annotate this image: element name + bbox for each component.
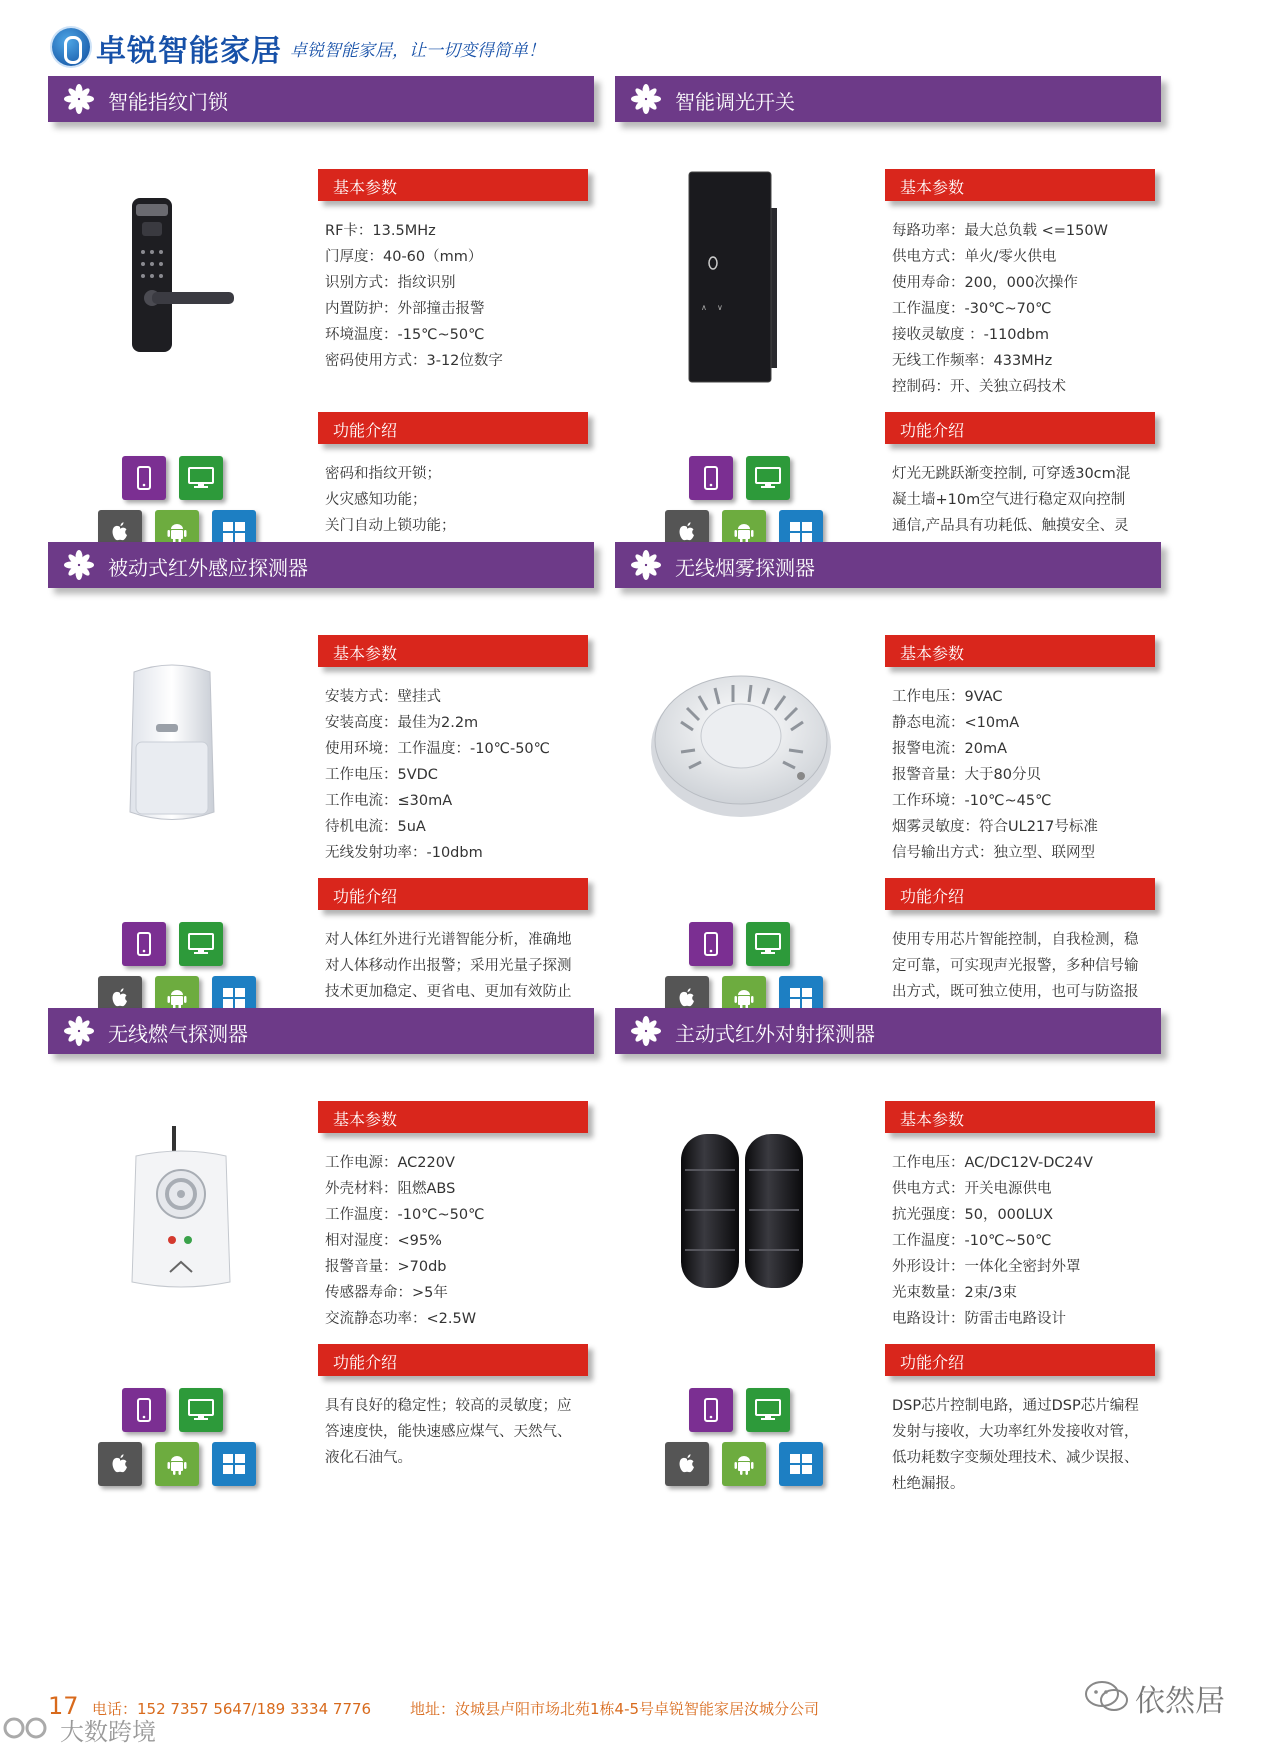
- features-text: DSP芯片控制电路，通过DSP芯片编程 发射与接收，大功率红外发接收对管， 低功耗数字变频处理技术、减少误报、 杜绝漏报。: [892, 1398, 1139, 1492]
- footer-phone: 电话：152 7357 5647/189 3334 7776: [92, 1700, 372, 1718]
- platform-icons: [98, 1388, 268, 1498]
- params-list: [325, 218, 503, 374]
- product-section-pir-detector: [48, 542, 588, 1082]
- param-item: 供电方式：开关电源供电: [892, 1181, 1052, 1197]
- param-item: 静态电流：<10mA: [892, 715, 1020, 731]
- param-item: 外形设计：一体化全密封外罩: [892, 1259, 1081, 1275]
- param-item: 无线工作频率：433MHz: [892, 353, 1053, 369]
- product-section-ir-beam-detector: [615, 1008, 1155, 1548]
- param-item: 接收灵敏度 ：-110dbm: [892, 327, 1050, 343]
- pinwheel-icon: [631, 1016, 661, 1046]
- apple-icon: [98, 1442, 142, 1486]
- smoke-detector-image: [641, 652, 841, 822]
- section-title: 主动式红外对射探测器: [675, 1022, 875, 1046]
- phone-icon: [689, 456, 733, 500]
- param-item: 电路设计：防雷击电路设计: [892, 1311, 1066, 1327]
- param-item: 报警音量：大于80分贝: [892, 767, 1041, 783]
- watermark-logo-icon: [2, 1714, 54, 1742]
- platform-icons: [665, 1388, 835, 1498]
- section-header-bar: [615, 1008, 1161, 1054]
- section-header-bar: [615, 76, 1161, 122]
- phone-icon: [122, 456, 166, 500]
- fingerprint-lock-image: [118, 194, 238, 359]
- param-item: 交流静态功率：<2.5W: [325, 1311, 477, 1327]
- params-label: 基本参数: [885, 169, 1155, 201]
- param-item: 每路功率：最大总负载 <=150W: [892, 223, 1108, 239]
- phone-icon: [122, 1388, 166, 1432]
- monitor-icon: [179, 1388, 223, 1432]
- gas-detector-image: [126, 1122, 246, 1297]
- param-item: RF卡：13.5MHz: [325, 223, 436, 239]
- param-item: 安装方式：壁挂式: [325, 689, 441, 705]
- params-list: [892, 1150, 1093, 1332]
- windows-icon: [212, 1442, 256, 1486]
- features-label: 功能介绍: [885, 878, 1155, 910]
- phone-icon: [689, 1388, 733, 1432]
- features-text: 使用专用芯片智能控制，自我检测，稳 定可靠，可实现声光报警，多种信号输 出方式，既可独立使用，也可与防盗报: [892, 932, 1139, 1000]
- footer-address: 地址：汝城县卢阳市场北苑1栋4-5号卓锐智能家居汝城分公司: [410, 1700, 820, 1718]
- param-item: 工作电压：AC/DC12V-DC24V: [892, 1155, 1093, 1171]
- svg-text:∧: ∧: [701, 303, 707, 312]
- svg-text:∨: ∨: [717, 303, 723, 312]
- param-item: 待机电流：5uA: [325, 819, 426, 835]
- param-item: 工作温度：-30℃~70℃: [892, 301, 1052, 317]
- param-item: 使用环境：工作温度：-10℃-50℃: [325, 741, 550, 757]
- product-section-smoke-detector: [615, 542, 1155, 1082]
- param-item: 密码使用方式：3-12位数字: [325, 353, 503, 369]
- features-label: 功能介绍: [318, 1344, 588, 1376]
- params-label: 基本参数: [885, 1101, 1155, 1133]
- pinwheel-icon: [64, 84, 94, 114]
- brand-name: 卓锐智能家居: [96, 34, 282, 69]
- features-label: 功能介绍: [318, 878, 588, 910]
- features-text: 具有良好的稳定性；较高的灵敏度；应 答速度快，能快速感应煤气、天然气、 液化石油气。: [325, 1398, 572, 1466]
- section-header-bar: [48, 76, 594, 122]
- monitor-icon: [746, 456, 790, 500]
- pinwheel-icon: [631, 84, 661, 114]
- apple-icon: [665, 1442, 709, 1486]
- param-item: 外壳材料：阻燃ABS: [325, 1181, 456, 1197]
- features-text: 密码和指纹开锁； 火灾感知功能； 关门自动上锁功能；: [325, 466, 456, 534]
- params-label: 基本参数: [318, 169, 588, 201]
- param-item: 控制码：开、关独立码技术: [892, 379, 1066, 395]
- wechat-icon: [1084, 1680, 1130, 1712]
- windows-icon: [779, 1442, 823, 1486]
- param-item: 供电方式：单火/零火供电: [892, 249, 1057, 265]
- param-item: 烟雾灵敏度：符合UL217号标准: [892, 819, 1098, 835]
- brand-slogan: 卓锐智能家居，让一切变得简单！: [290, 41, 545, 61]
- features-label: 功能介绍: [885, 1344, 1155, 1376]
- param-item: 工作电流：≤30mA: [325, 793, 453, 809]
- param-item: 无线发射功率：-10dbm: [325, 845, 483, 861]
- pinwheel-icon: [64, 550, 94, 580]
- features-label: 功能介绍: [318, 412, 588, 444]
- features-text: 对人体红外进行光谱智能分析，准确地 对人体移动作出报警；采用光量子探测 技术更加稳定、更省电、更加有效防止: [325, 932, 572, 1000]
- param-item: 工作温度：-10℃~50℃: [892, 1233, 1052, 1249]
- product-section-fingerprint-lock: [48, 76, 588, 616]
- section-header-bar: [48, 542, 594, 588]
- brand-logo-icon: [52, 28, 90, 66]
- param-item: 工作电压：9VAC: [892, 689, 1003, 705]
- phone-icon: [689, 922, 733, 966]
- watermark-right: 依然居: [1135, 1684, 1225, 1719]
- param-item: 相对湿度：<95%: [325, 1233, 442, 1249]
- params-list: [892, 218, 1108, 400]
- section-header-bar: [615, 542, 1161, 588]
- param-item: 使用寿命：200，000次操作: [892, 275, 1078, 291]
- params-list: [325, 1150, 484, 1332]
- param-item: 内置防护：外部撞击报警: [325, 301, 485, 317]
- monitor-icon: [746, 1388, 790, 1432]
- product-section-gas-detector: [48, 1008, 588, 1548]
- param-item: 环境温度：-15℃~50℃: [325, 327, 485, 343]
- watermark-left: 大数跨境: [60, 1718, 156, 1746]
- phone-icon: [122, 922, 166, 966]
- param-item: 抗光强度：50，000LUX: [892, 1207, 1054, 1223]
- ir-beam-detector-image: [675, 1130, 815, 1295]
- params-label: 基本参数: [318, 635, 588, 667]
- section-header-bar: [48, 1008, 594, 1054]
- page-number: 17: [48, 1692, 79, 1720]
- params-list: [325, 684, 550, 866]
- param-item: 报警电流：20mA: [892, 741, 1007, 757]
- param-item: 识别方式：指纹识别: [325, 275, 456, 291]
- section-title: 无线烟雾探测器: [675, 556, 815, 580]
- param-item: 工作电源：AC220V: [325, 1155, 455, 1171]
- params-list: [892, 684, 1098, 866]
- pir-detector-image: [122, 662, 222, 827]
- android-icon: [722, 1442, 766, 1486]
- section-title: 智能调光开关: [675, 90, 795, 114]
- section-title: 被动式红外感应探测器: [108, 556, 308, 580]
- features-text: 灯光无跳跃渐变控制, 可穿透30cm混 凝土墙+10m空气进行稳定双向控制 通信,产品具有功耗低、触摸安全、灵: [892, 466, 1131, 534]
- param-item: 光束数量：2束/3束: [892, 1285, 1017, 1301]
- param-item: 传感器寿命：>5年: [325, 1285, 448, 1301]
- features-label: 功能介绍: [885, 412, 1155, 444]
- param-item: 工作温度：-10℃~50℃: [325, 1207, 485, 1223]
- params-label: 基本参数: [318, 1101, 588, 1133]
- monitor-icon: [179, 456, 223, 500]
- param-item: 信号输出方式：独立型、联网型: [892, 845, 1095, 861]
- pinwheel-icon: [64, 1016, 94, 1046]
- pinwheel-icon: [631, 550, 661, 580]
- section-title: 无线燃气探测器: [108, 1022, 248, 1046]
- section-title: 智能指纹门锁: [108, 90, 228, 114]
- param-item: 工作环境：-10℃~45℃: [892, 793, 1052, 809]
- param-item: 工作电压：5VDC: [325, 767, 438, 783]
- monitor-icon: [179, 922, 223, 966]
- monitor-icon: [746, 922, 790, 966]
- params-label: 基本参数: [885, 635, 1155, 667]
- product-section-dimmer-switch: [615, 76, 1155, 616]
- param-item: 安装高度：最佳为2.2m: [325, 715, 479, 731]
- param-item: 门厚度：40-60（mm）: [325, 249, 483, 265]
- param-item: 报警音量：>70db: [325, 1259, 447, 1275]
- dimmer-switch-image: [685, 168, 795, 383]
- android-icon: [155, 1442, 199, 1486]
